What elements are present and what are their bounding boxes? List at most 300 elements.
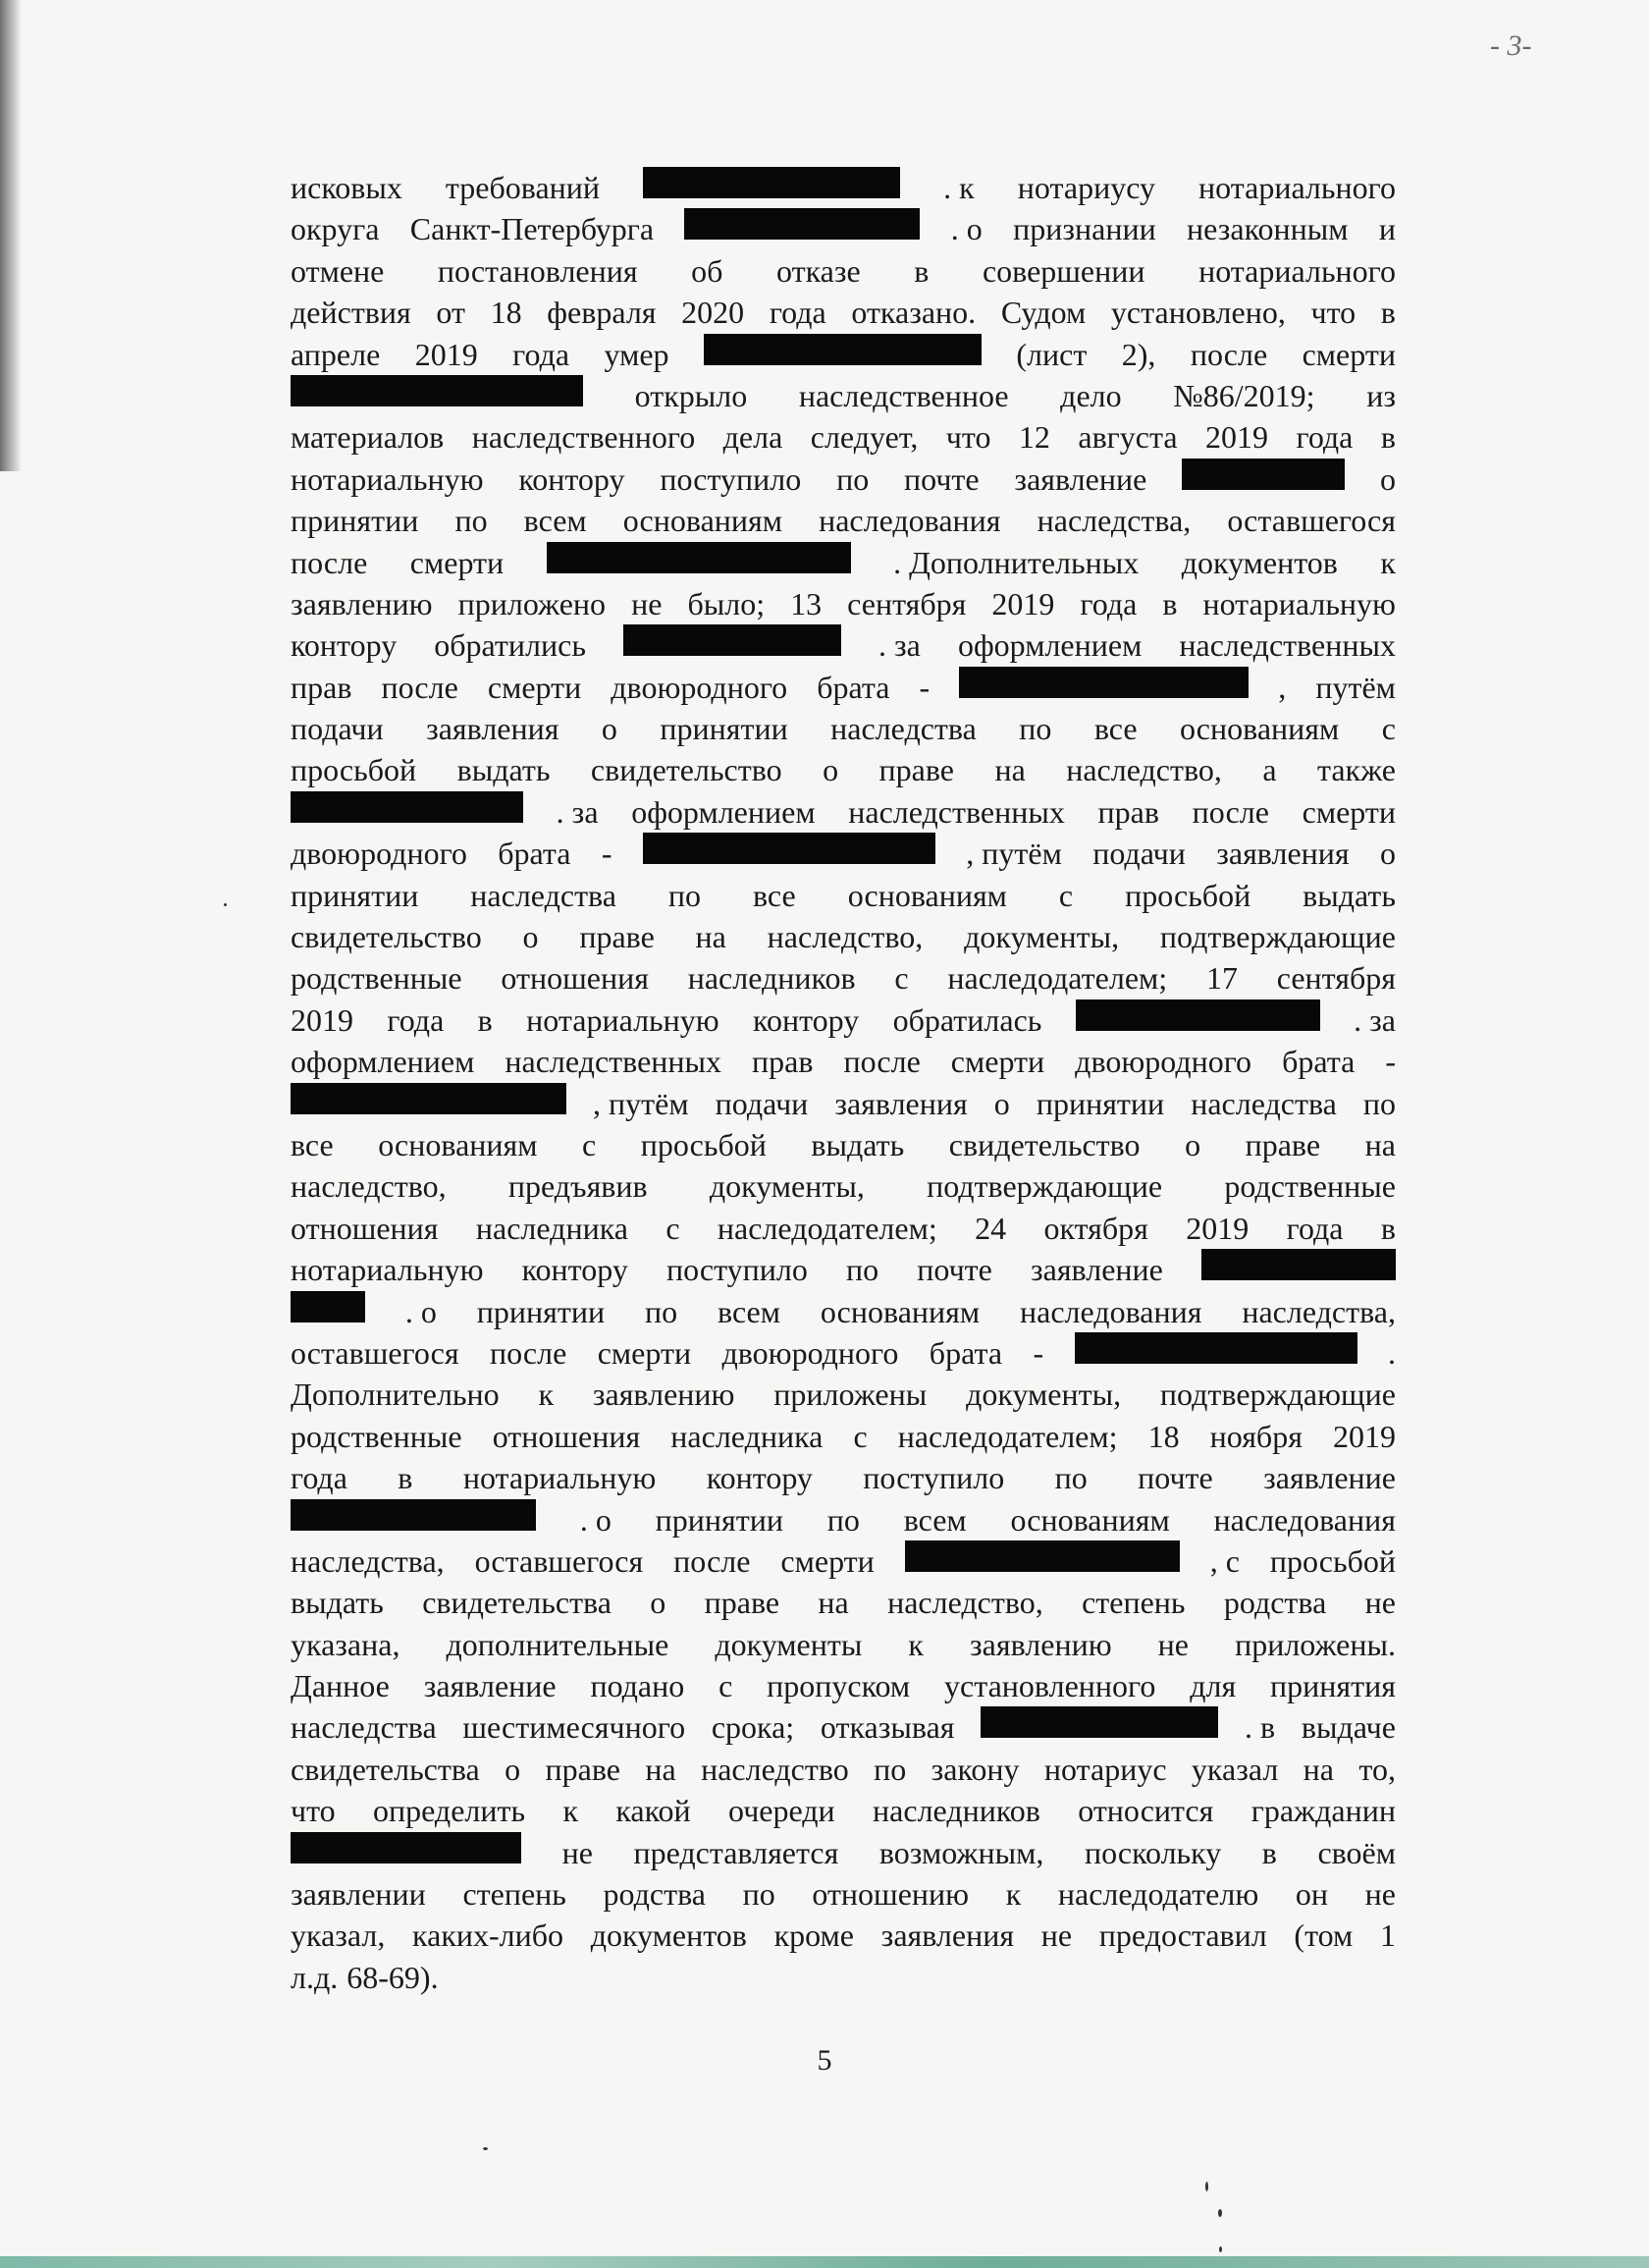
word: принятия: [1270, 1668, 1396, 1704]
redaction-bar: [959, 667, 1249, 698]
word: в: [1380, 295, 1396, 331]
text-line: [291, 500, 1396, 541]
redaction-bar: [1201, 1249, 1396, 1280]
word: 24: [975, 1210, 1007, 1246]
word: о: [601, 711, 617, 747]
word: по: [826, 1501, 860, 1538]
word: документы,: [709, 1168, 865, 1205]
word: наследства,: [1242, 1293, 1396, 1329]
redaction-bar: [291, 1083, 566, 1114]
word: . к: [943, 170, 975, 205]
word: не: [631, 585, 663, 621]
word: степень: [1082, 1585, 1186, 1621]
word: о: [650, 1585, 666, 1621]
text-line: [291, 833, 1396, 874]
word: (лист: [1016, 336, 1088, 372]
word: наследодателем;: [897, 1418, 1118, 1454]
word: заявления: [1216, 836, 1350, 872]
word: нотариусу: [1017, 170, 1155, 205]
word: контору: [518, 460, 625, 497]
word: 2019: [414, 336, 478, 372]
word: . за: [556, 793, 599, 830]
word: 17: [1205, 960, 1238, 997]
word: об: [691, 252, 723, 289]
word: совершении: [982, 252, 1145, 289]
word: . за: [878, 627, 921, 664]
word: приложены.: [1235, 1626, 1396, 1662]
word: по: [1054, 1460, 1088, 1496]
word: контору: [291, 627, 398, 664]
text-line: [291, 1041, 1396, 1082]
word: нотариальную: [526, 1001, 719, 1038]
word: 12: [1018, 419, 1050, 456]
redaction-bar: [291, 1832, 521, 1863]
text-line: [291, 1665, 1396, 1706]
word: Судом: [1000, 295, 1087, 331]
word: не: [1040, 1917, 1073, 1954]
text-line: [291, 1915, 1396, 1956]
redaction-bar: [643, 833, 935, 864]
word: наследников: [687, 960, 856, 997]
word: сентября: [847, 585, 967, 621]
word: наследства,: [291, 1542, 445, 1579]
word: поступило: [660, 460, 802, 497]
word: контору: [753, 1001, 860, 1038]
word: двоюродного: [1075, 1044, 1252, 1080]
word: о: [1185, 1126, 1201, 1162]
word: также: [1316, 752, 1396, 788]
redaction-bar: [905, 1540, 1180, 1572]
word: что: [291, 1793, 336, 1829]
word: на: [994, 752, 1026, 788]
scan-speck: [1219, 2246, 1222, 2252]
word: своём: [1317, 1834, 1396, 1870]
word: контору: [706, 1460, 813, 1496]
word: требований: [445, 170, 601, 205]
word: наследников: [873, 1793, 1040, 1829]
word: нотариальную: [291, 1252, 484, 1288]
word: после: [490, 1334, 567, 1371]
word: -: [601, 836, 612, 872]
word: подтверждающие: [1159, 919, 1396, 955]
word: принятии: [1036, 1085, 1165, 1121]
word: обратились: [434, 627, 586, 664]
word: ноября: [1209, 1418, 1303, 1454]
word: исковых: [291, 170, 402, 205]
text-line: [291, 583, 1396, 624]
word: указана,: [291, 1626, 400, 1662]
word: к: [908, 1626, 924, 1662]
word: . о: [950, 211, 983, 247]
word: подачи: [291, 711, 384, 747]
word: к: [538, 1377, 555, 1413]
word: основаниям: [820, 1293, 981, 1329]
word: . за: [1354, 1001, 1396, 1038]
word: по: [454, 503, 488, 539]
word: о: [1379, 836, 1396, 872]
word: заявления: [834, 1085, 968, 1121]
text-line: [291, 1457, 1396, 1498]
redaction-bar: [1076, 999, 1320, 1031]
word: оформлением: [291, 1044, 475, 1080]
text-line: [291, 749, 1396, 790]
text-line: [291, 1416, 1396, 1457]
word: -: [1385, 1044, 1396, 1080]
word: наследственных: [848, 793, 1065, 830]
word: после: [1192, 793, 1269, 830]
word: выдать: [291, 1585, 384, 1621]
word: поступило: [665, 1252, 808, 1288]
word: в: [398, 1460, 413, 1496]
word: брата: [817, 669, 890, 705]
word: почте: [1138, 1460, 1213, 1496]
word: документов: [1181, 544, 1338, 580]
word: . о: [404, 1293, 437, 1329]
word: поскольку: [1084, 1834, 1222, 1870]
word: заявлению: [592, 1377, 735, 1413]
word: оставшегося: [474, 1542, 644, 1579]
word: родственные: [1224, 1168, 1396, 1205]
word: родства: [1223, 1585, 1327, 1621]
word: относится: [1078, 1793, 1214, 1829]
word: поступило: [863, 1460, 1005, 1496]
word: каких-либо: [412, 1917, 564, 1954]
word: выдать: [811, 1126, 905, 1162]
word: -: [919, 669, 931, 705]
word: наследства: [1191, 1085, 1337, 1121]
word: на: [1303, 1751, 1334, 1787]
word: почте: [904, 460, 980, 497]
word: не: [1364, 1876, 1396, 1913]
word: основаниям: [622, 503, 782, 539]
word: после: [843, 1044, 921, 1080]
word: основаниям: [378, 1126, 538, 1162]
word: что: [945, 419, 991, 456]
word: по: [667, 877, 702, 913]
word: отказано.: [851, 295, 977, 331]
word: апреле: [291, 336, 381, 372]
text-line: [291, 791, 1396, 833]
text-line: [291, 1540, 1396, 1582]
text-line: [291, 1749, 1396, 1790]
word: года: [512, 336, 570, 372]
word: все: [1093, 711, 1138, 747]
word: заявлению: [970, 1626, 1112, 1662]
word: 2019: [991, 585, 1055, 621]
word: праве: [579, 919, 655, 955]
word: наследства: [830, 711, 977, 747]
document-body: [291, 167, 1396, 1998]
word: заявление: [1030, 1252, 1163, 1288]
word: кроме: [773, 1917, 854, 1954]
word: нотариального: [1198, 170, 1396, 205]
word: подтверждающие: [1159, 1377, 1396, 1413]
word: (том: [1294, 1917, 1354, 1954]
word: не: [561, 1834, 593, 1870]
word: смерти: [1302, 336, 1396, 372]
word: заявление: [1263, 1460, 1396, 1496]
word: заявления: [426, 711, 559, 747]
word: на: [818, 1585, 849, 1621]
word: октября: [1043, 1210, 1148, 1246]
text-line: [291, 624, 1396, 666]
word: какой: [615, 1793, 691, 1829]
word: отказе: [776, 252, 861, 289]
word: наследство,: [291, 1168, 447, 1205]
word: по: [874, 1751, 907, 1787]
word: а: [1262, 752, 1277, 788]
redaction-bar: [1182, 459, 1345, 490]
text-line: [291, 875, 1396, 916]
word: документы,: [966, 1377, 1122, 1413]
word: свидетельство: [948, 1126, 1141, 1162]
text-line: [291, 1374, 1396, 1415]
word: после: [291, 544, 368, 580]
word: прав: [1097, 793, 1159, 830]
word: подано: [590, 1668, 685, 1704]
word: наследства: [470, 877, 616, 913]
word: все: [753, 877, 796, 913]
word: о: [823, 752, 839, 788]
text-line: [291, 1332, 1396, 1374]
word: подтверждающие: [927, 1168, 1163, 1205]
word: 2019: [1332, 1418, 1396, 1454]
word: смерти: [1302, 793, 1396, 830]
word: подачи: [1092, 836, 1186, 872]
word: обратилась: [892, 1001, 1042, 1038]
word: принятии: [660, 711, 788, 747]
word: отношению: [812, 1876, 970, 1913]
word: по: [645, 1293, 678, 1329]
word: установленного: [944, 1668, 1156, 1704]
word: сентября: [1276, 960, 1396, 997]
word: .: [1387, 1334, 1396, 1371]
page-number: 5: [817, 2044, 832, 2077]
word: наследника: [670, 1418, 824, 1454]
text-line: [291, 1832, 1396, 1873]
word: установлено,: [1110, 295, 1286, 331]
word: в: [1380, 419, 1396, 456]
word: года: [291, 1460, 347, 1496]
word: основаниям: [847, 877, 1007, 913]
word: принятии: [655, 1501, 783, 1538]
word: всем: [718, 1293, 780, 1329]
redaction-bar: [981, 1706, 1218, 1738]
word: дополнительные: [446, 1626, 669, 1662]
word: праве: [704, 1585, 780, 1621]
scan-speck: [224, 903, 227, 906]
word: смерти: [950, 1044, 1045, 1080]
word: материалов: [291, 419, 445, 456]
word: оставшегося: [1227, 503, 1396, 539]
word: наследство,: [1066, 752, 1222, 788]
word: оформлением: [957, 627, 1143, 664]
word: брата: [929, 1334, 1003, 1371]
word: родственные: [291, 1418, 462, 1454]
text-line: [291, 708, 1396, 749]
word: 18: [1147, 1418, 1180, 1454]
word: отмене: [291, 252, 385, 289]
word: всем: [903, 1501, 967, 1538]
word: в: [1380, 1210, 1396, 1246]
word: после: [673, 1542, 751, 1579]
word: праве: [1245, 1126, 1321, 1162]
word: смерти: [409, 544, 505, 580]
word: то,: [1358, 1751, 1396, 1787]
redaction-bar: [547, 542, 851, 573]
redaction-bar: [643, 167, 900, 198]
word: к: [562, 1793, 578, 1829]
word: очереди: [728, 1793, 835, 1829]
word: от: [436, 295, 465, 331]
word: умер: [604, 336, 669, 372]
word: срока;: [711, 1709, 795, 1746]
word: после: [1190, 336, 1268, 372]
word: было;: [687, 585, 766, 621]
word: 68-69).: [346, 1959, 439, 1995]
word: наследства,: [1037, 503, 1192, 539]
word: года: [769, 295, 826, 331]
word: нотариальную: [462, 1460, 657, 1496]
word: предъявив: [507, 1168, 648, 1205]
word: наследника: [475, 1210, 628, 1246]
word: года: [1296, 419, 1354, 456]
word: двоюродного: [291, 836, 467, 872]
text-line: [291, 292, 1396, 333]
redaction-bar: [291, 1499, 536, 1531]
word: и: [1378, 211, 1396, 247]
word: с: [894, 960, 909, 997]
word: принятии: [476, 1293, 606, 1329]
word: отказывая: [820, 1709, 955, 1746]
word: о: [505, 1751, 521, 1787]
word: не: [1364, 1585, 1396, 1621]
word: брата: [1282, 1044, 1356, 1080]
redaction-bar: [291, 375, 583, 406]
word: приложено: [457, 585, 607, 621]
word: Санкт-Петербурга: [409, 211, 655, 247]
word: года: [1080, 585, 1138, 621]
word: не: [1157, 1626, 1189, 1662]
text-line: [291, 1790, 1396, 1831]
word: оформлением: [631, 793, 816, 830]
text-line: [291, 250, 1396, 292]
word: всем: [523, 503, 587, 539]
word: ,: [1278, 669, 1287, 705]
word: отношения: [291, 1210, 439, 1246]
word: шестимесячного: [462, 1709, 686, 1746]
word: наследственного: [471, 419, 696, 456]
word: по: [742, 1876, 775, 1913]
word: выдать: [1303, 877, 1396, 913]
word: . в: [1245, 1709, 1276, 1746]
word: свидетельства: [291, 1751, 480, 1787]
word: просьбой: [1125, 877, 1251, 913]
word: . Дополнительных: [893, 544, 1140, 580]
word: постановления: [437, 252, 638, 289]
word: наследства: [291, 1709, 437, 1746]
word: наследственных: [505, 1044, 722, 1080]
word: свидетельство: [590, 752, 782, 788]
word: принятии: [291, 503, 419, 539]
text-line: [291, 542, 1396, 583]
word: нотариальную: [291, 460, 484, 497]
word: закону: [931, 1751, 1020, 1787]
word: возможным,: [878, 1834, 1044, 1870]
text-line: [291, 334, 1396, 375]
text-line: [291, 1208, 1396, 1249]
word: заявление: [423, 1668, 557, 1704]
text-line: [291, 999, 1396, 1041]
word: контору: [521, 1252, 628, 1288]
word: просьбой: [1269, 1542, 1396, 1579]
word: действия: [291, 295, 411, 331]
word: заявлению: [291, 585, 433, 621]
word: приложены: [773, 1377, 928, 1413]
word: все: [291, 1126, 334, 1162]
text-line: [291, 167, 1396, 208]
word: в: [914, 252, 930, 289]
word: пропуском: [767, 1668, 911, 1704]
word: 2),: [1121, 336, 1156, 372]
word: наследодателем;: [947, 960, 1168, 997]
word: наследодателю: [1057, 1876, 1259, 1913]
word: после: [381, 669, 458, 705]
word: родства: [603, 1876, 706, 1913]
word: наследство: [701, 1751, 849, 1787]
word: праве: [878, 752, 954, 788]
word: на: [1364, 1126, 1396, 1162]
word: наследования: [819, 503, 1001, 539]
word: . о: [579, 1501, 612, 1538]
word: отношения: [501, 960, 649, 997]
word: 2019: [291, 1001, 353, 1038]
word: февраля: [547, 295, 657, 331]
word: путём: [1315, 669, 1396, 705]
word: с: [853, 1418, 868, 1454]
scan-edge-shadow: [0, 0, 22, 471]
word: нотариальную: [1202, 585, 1396, 621]
word: принятии: [291, 877, 419, 913]
word: оставшегося: [291, 1334, 459, 1371]
word: нотариус: [1043, 1751, 1167, 1787]
word: просьбой: [640, 1126, 767, 1162]
word: указал,: [291, 1917, 386, 1954]
word: открыло: [634, 377, 748, 413]
word: наследство,: [887, 1585, 1043, 1621]
redaction-bar: [291, 1291, 365, 1323]
text-line: [291, 1291, 1396, 1332]
word: просьбой: [291, 752, 417, 788]
word: наследодателем;: [717, 1210, 937, 1246]
text-line: [291, 1165, 1396, 1207]
text-line: [291, 1083, 1396, 1124]
text-line: [291, 1706, 1396, 1748]
word: по: [1019, 711, 1052, 747]
word: основаниям: [1010, 1501, 1170, 1538]
word: с: [665, 1210, 680, 1246]
word: родственные: [291, 960, 462, 997]
word: по: [1362, 1085, 1396, 1121]
word: дело: [1060, 377, 1122, 413]
word: указал: [1191, 1751, 1279, 1787]
word: в: [1261, 1834, 1277, 1870]
word: о: [993, 1085, 1010, 1121]
word: документы: [715, 1626, 863, 1662]
word: к: [1380, 544, 1396, 580]
word: смерти: [597, 1334, 692, 1371]
word: наследственное: [798, 377, 1009, 413]
